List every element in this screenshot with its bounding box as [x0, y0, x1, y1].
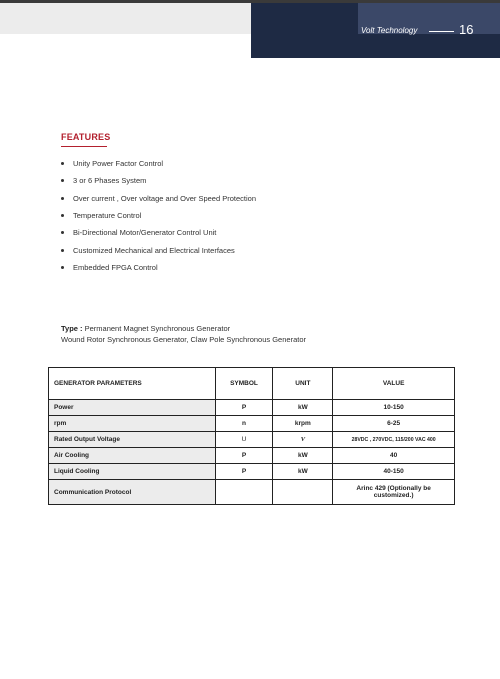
features-underline	[61, 146, 107, 147]
table-row	[49, 480, 455, 505]
symbol-cell: P	[215, 448, 273, 464]
value-cell: 10-150	[333, 400, 455, 416]
unit-cell: kW	[273, 448, 333, 464]
feature-text: Temperature Control	[73, 211, 142, 221]
param-cell: Air Cooling	[49, 448, 216, 464]
feature-text: Over current , Over voltage and Over Speed Protection	[73, 193, 257, 203]
feature-text: Unity Power Factor Control	[73, 159, 164, 169]
bullet-icon	[61, 179, 64, 182]
feature-item	[61, 172, 256, 189]
type-block	[61, 323, 306, 345]
type-line-1-text: Permanent Magnet Synchronous Generator	[84, 324, 231, 333]
feature-text: Bi-Directional Motor/Generator Control Unit	[73, 228, 217, 238]
feature-text: Embedded FPGA Control	[73, 262, 158, 272]
unit-cell: V	[273, 432, 333, 448]
symbol-cell	[215, 480, 273, 505]
value-cell: 40	[333, 448, 455, 464]
param-cell: Liquid Cooling	[49, 464, 216, 480]
feature-item	[61, 190, 256, 207]
features-title: FEATURES	[61, 132, 111, 142]
value-cell: Arinc 429 (Optionally be customized.)	[333, 480, 455, 505]
unit-cell: krpm	[273, 416, 333, 432]
brand-divider	[429, 31, 454, 32]
header-value: VALUE	[333, 368, 455, 400]
symbol-cell: P	[215, 400, 273, 416]
header-symbol: SYMBOL	[215, 368, 273, 400]
generator-parameters-table	[48, 367, 455, 505]
table-row	[49, 400, 455, 416]
value-cell: 40-150	[333, 464, 455, 480]
feature-item	[61, 224, 256, 241]
table-row	[49, 464, 455, 480]
feature-text: 3 or 6 Phases System	[73, 176, 147, 186]
param-cell: rpm	[49, 416, 216, 432]
bullet-icon	[61, 214, 64, 217]
header-unit: UNIT	[273, 368, 333, 400]
brand-name: Volt Technology	[361, 26, 418, 35]
type-line-1	[61, 323, 306, 334]
table-header-row	[49, 368, 455, 400]
feature-item	[61, 241, 256, 258]
features-list	[61, 155, 256, 276]
bullet-icon	[61, 162, 64, 165]
feature-item	[61, 259, 256, 276]
unit-cell	[273, 480, 333, 505]
type-label: Type :	[61, 324, 83, 333]
bullet-icon	[61, 197, 64, 200]
unit-cell: kW	[273, 400, 333, 416]
param-cell: Communication Protocol	[49, 480, 216, 505]
page-number: 16	[459, 22, 474, 37]
table-row	[49, 416, 455, 432]
bullet-icon	[61, 249, 64, 252]
symbol-cell: U	[215, 432, 273, 448]
feature-text: Customized Mechanical and Electrical Interfaces	[73, 245, 235, 255]
table-row	[49, 448, 455, 464]
param-cell: Rated Output Voltage	[49, 432, 216, 448]
table-row	[49, 432, 455, 448]
value-cell: 28VDC , 270VDC, 115/200 VAC 400	[333, 432, 455, 448]
unit-cell: kW	[273, 464, 333, 480]
type-line-2: Wound Rotor Synchronous Generator, Claw Pole Synchronous Generator	[61, 335, 306, 344]
feature-item	[61, 155, 256, 172]
feature-item	[61, 207, 256, 224]
value-cell: 6-25	[333, 416, 455, 432]
bullet-icon	[61, 231, 64, 234]
bullet-icon	[61, 266, 64, 269]
header-parameters: GENERATOR PARAMETERS	[49, 368, 216, 400]
param-cell: Power	[49, 400, 216, 416]
symbol-cell: P	[215, 464, 273, 480]
symbol-cell: n	[215, 416, 273, 432]
